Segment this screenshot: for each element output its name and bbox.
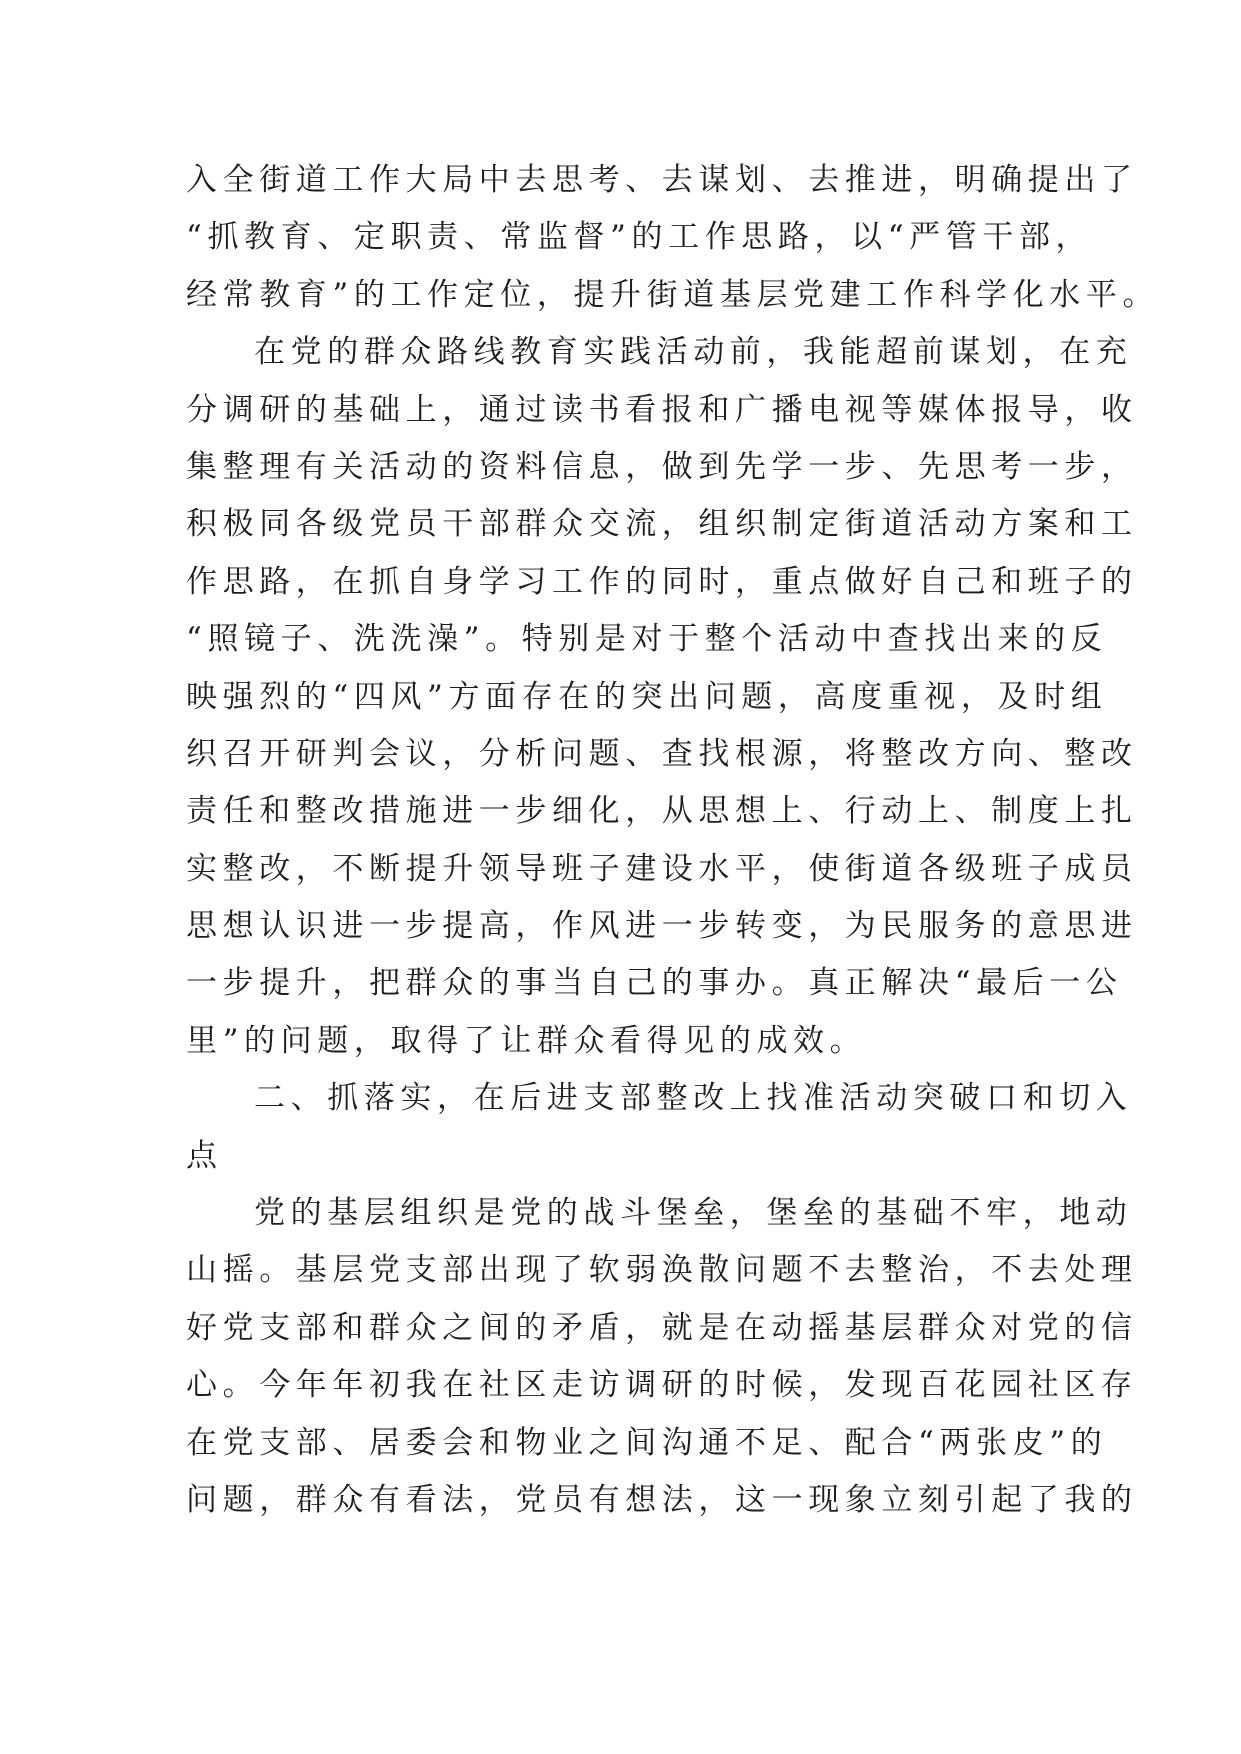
text-line: 山摇。基层党支部出现了软弱涣散问题不去整治，不去处理 [186,1252,1138,1289]
text-line: 一步提升，把群众的事当自己的事办。真正解决“最后一公 [186,965,1123,1002]
text-line: “抓教育、定职责、常监督”的工作思路，以“严管干部， [186,219,1093,256]
text-line: 作思路，在抓自身学习工作的同时，重点做好自己和班子的 [186,563,1138,600]
text-line: “照镜子、洗洗澡”。特别是对于整个活动中查找出来的反 [186,621,1108,658]
text-line: 集整理有关活动的资料信息，做到先学一步、先思考一步， [186,448,1138,485]
text-line: 责任和整改措施进一步细化，从思想上、行动上、制度上扎 [186,793,1138,830]
text-line: 在党支部、居委会和物业之间沟通不足、配合“两张皮”的 [186,1424,1108,1461]
text-line: 积极同各级党员干部群众交流，组织制定街道活动方案和工 [186,506,1138,543]
text-line: 实整改，不断提升领导班子建设水平，使街道各级班子成员 [186,850,1138,887]
text-line: 心。今年年初我在社区走访调研的时候，发现百花园社区存 [186,1367,1138,1404]
section-heading-line: 二、抓落实，在后进支部整改上找准活动突破口和切入 [254,1080,1133,1117]
text-line: 思想认识进一步提高，作风进一步转变，为民服务的意思进 [186,908,1138,945]
text-line: 好党支部和群众之间的矛盾，就是在动摇基层群众对党的信 [186,1309,1138,1346]
text-line: 映强烈的“四风”方面存在的突出问题，高度重视，及时组 [186,678,1108,715]
paragraph-start-line: 在党的群众路线教育实践活动前，我能超前谋划，在充 [254,334,1133,371]
text-line: 问题，群众有看法，党员有想法，这一现象立刻引起了我的 [186,1481,1138,1518]
text-line: 里”的问题，取得了让群众看得见的成效。 [186,1022,867,1059]
text-line: 分调研的基础上，通过读书看报和广播电视等媒体报导，收 [186,391,1138,428]
body-text [186,152,1160,1529]
paragraph-start-line: 党的基层组织是党的战斗堡垒，堡垒的基础不牢，地动 [254,1195,1133,1232]
section-heading-line: 点 [186,1137,223,1174]
text-line: 入全街道工作大局中去思考、去谋划、去推进，明确提出了 [186,162,1138,198]
text-line: 经常教育”的工作定位，提升街道基层党建工作科学化水平。 [186,276,1160,313]
text-line: 织召开研判会议，分析问题、查找根源，将整改方向、整改 [186,735,1138,772]
